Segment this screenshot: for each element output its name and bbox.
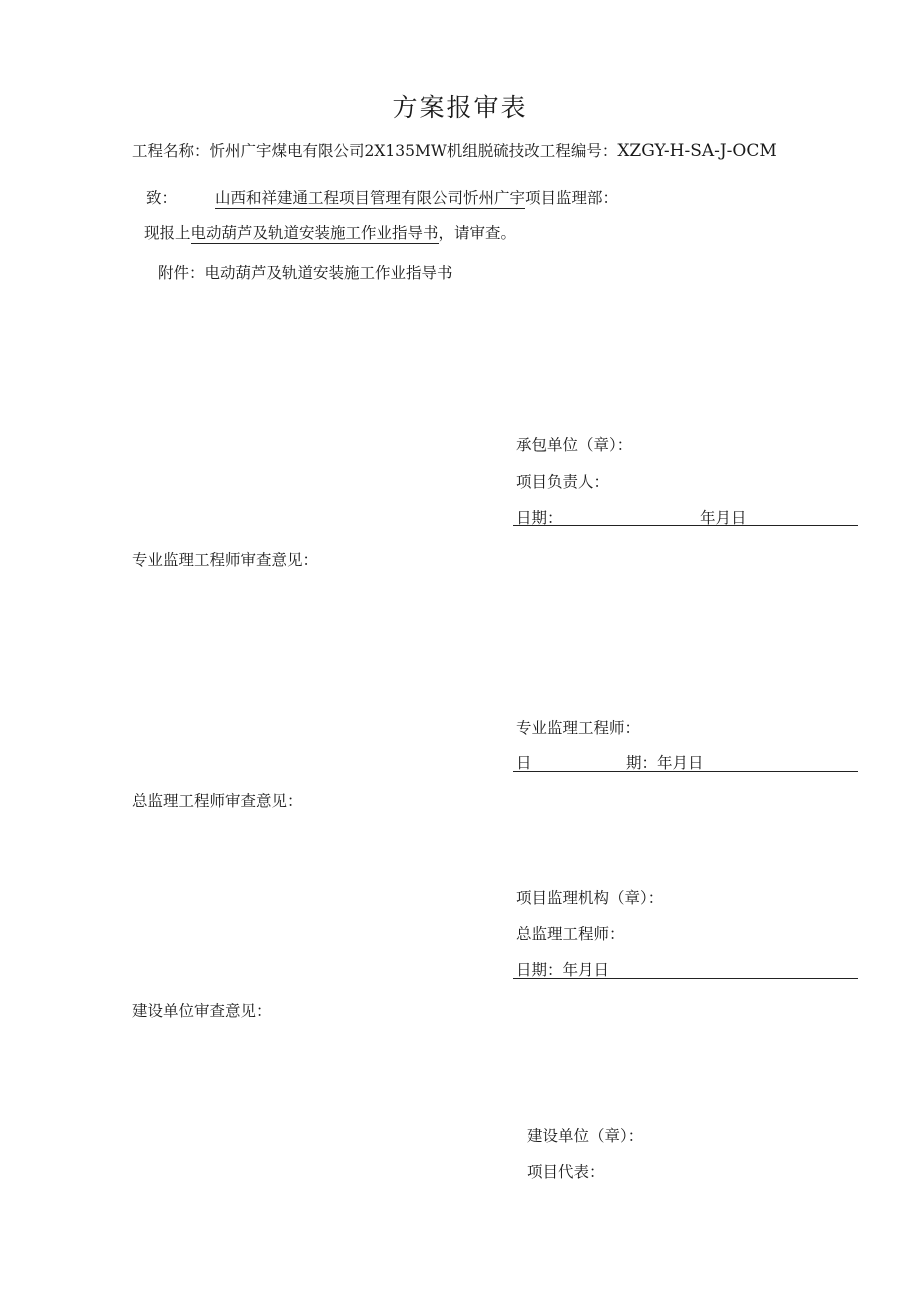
chief-date-line: [516, 958, 609, 980]
owner-review-heading: 建设单位审查意见：: [132, 1002, 272, 1020]
owner-unit-label: 建设单位（章）：: [527, 1127, 644, 1145]
addressee-suffix: 项目监理部：: [525, 189, 619, 207]
chief-engineer-label: 总监理工程师：: [516, 925, 625, 943]
chief-date-label: 日期：: [516, 961, 563, 979]
owner-rep-label: 项目代表：: [527, 1163, 605, 1181]
contractor-leader-label: 项目负责人：: [516, 473, 610, 491]
specialist-engineer-label: 专业监理工程师：: [516, 719, 641, 737]
addressee-name: 山西和祥建通工程项目管理有限公司忻州广宇: [215, 189, 526, 207]
header-line: [132, 139, 777, 161]
specialist-date-value: 年月日: [657, 754, 704, 772]
chief-date-rule: [513, 978, 858, 979]
project-label: 工程名称：: [132, 142, 210, 160]
chief-review-heading: 总监理工程师审查意见：: [132, 792, 303, 810]
contractor-unit-label: 承包单位（章）：: [516, 436, 633, 454]
report-prefix: 现报上: [144, 224, 191, 242]
specialist-review-heading: 专业监理工程师审查意见：: [132, 551, 319, 569]
project-name: 忻州广宇煤电有限公司2X135MW机组脱硫技改工程: [209, 142, 571, 160]
report-line: [144, 221, 516, 243]
specialist-date-line: [626, 751, 704, 773]
specialist-date-char1: 日: [516, 754, 532, 772]
report-document: 电动葫芦及轨道安装施工作业指导书: [190, 224, 439, 242]
report-suffix: ，请审查。: [438, 224, 517, 242]
contractor-date-rule: [513, 525, 858, 526]
chief-date-value: 年月日: [562, 961, 610, 979]
code-value: XZGY-H-SA-J-OCM: [617, 141, 777, 161]
specialist-date-char2: 期：: [626, 754, 658, 772]
page-title: 方案报审表: [392, 93, 528, 122]
attachment-line: [158, 261, 453, 283]
to-label: 致：: [146, 189, 178, 207]
chief-agency-label: 项目监理机构（章）：: [516, 889, 664, 907]
contractor-date-value: 年月日: [700, 509, 747, 527]
contractor-date-label: 日期：: [516, 509, 563, 527]
code-label: 编号：: [570, 142, 618, 160]
specialist-date-rule: [513, 771, 858, 772]
addressee-line: [215, 186, 618, 208]
attachment-value: 电动葫芦及轨道安装施工作业指导书: [204, 264, 453, 282]
attachment-label: 附件：: [158, 264, 205, 282]
